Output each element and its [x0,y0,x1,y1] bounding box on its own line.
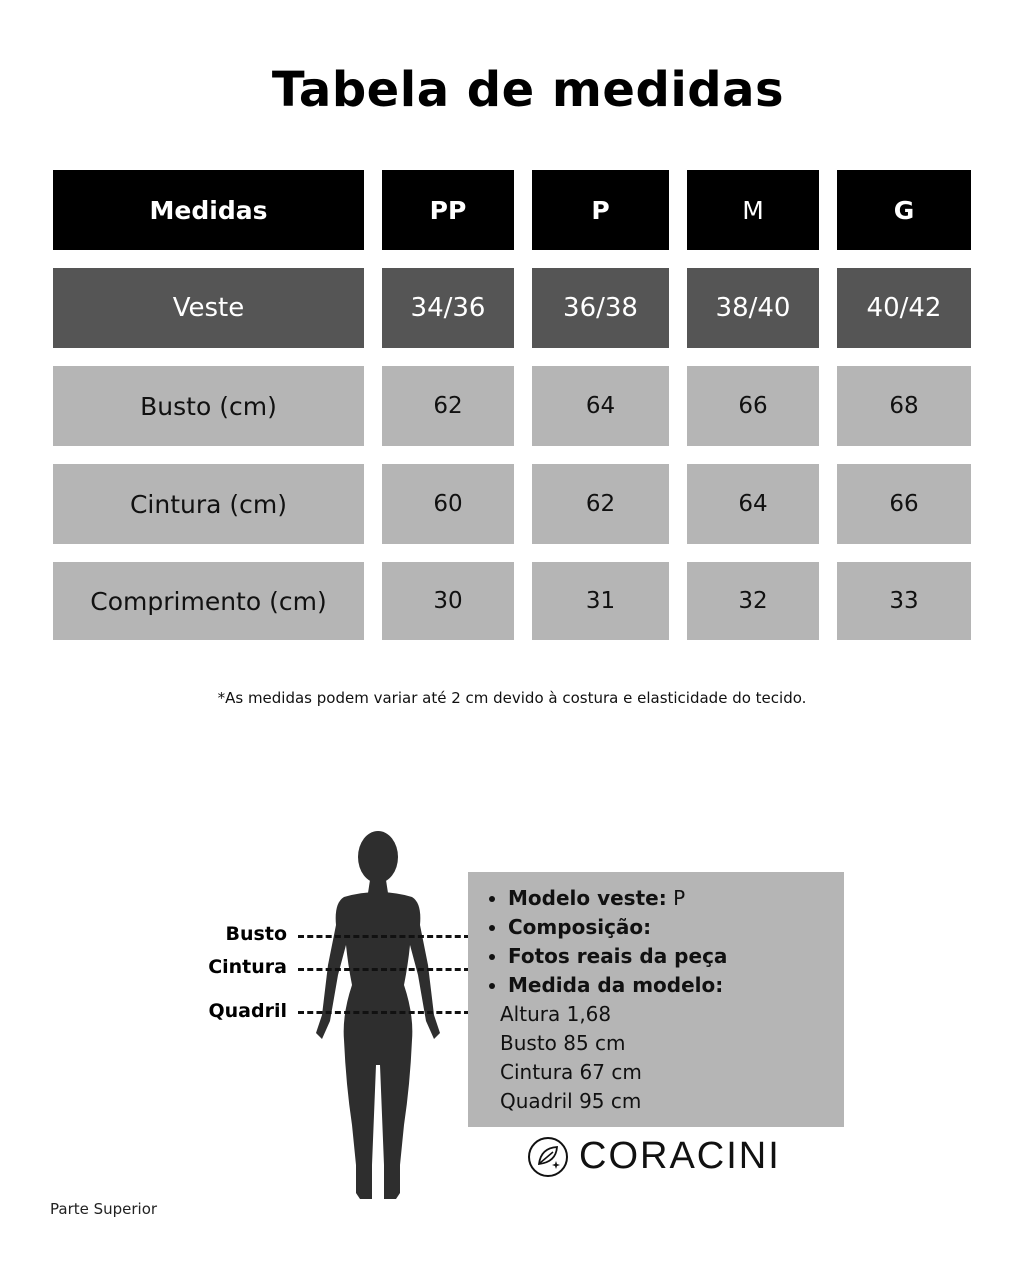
model-info-box [468,872,844,1127]
list-item: • Medida da modelo: [508,971,830,1000]
model-cintura: Cintura 67 cm [500,1060,642,1084]
cintura-line [298,968,470,971]
body-silhouette-icon [300,825,460,1205]
label-quadril: Quadril [208,1000,287,1022]
header-size-pp: PP [382,170,514,250]
footer-label: Parte Superior [50,1200,158,1218]
row-cintura-label: Cintura (cm) [53,464,364,544]
table-cell: 38/40 [687,268,819,348]
table-cell: 62 [382,366,514,446]
row-veste-label: Veste [53,268,364,348]
leaf-logo-icon [527,1136,569,1178]
label-cintura: Cintura [208,956,287,978]
quadril-line [298,1011,470,1014]
page-title: Tabela de medidas [271,62,785,118]
table-cell: 30 [382,562,514,640]
table-cell: 66 [687,366,819,446]
model-altura: Altura 1,68 [500,1002,612,1026]
table-cell: 36/38 [532,268,669,348]
table-cell: 68 [837,366,971,446]
table-cell: 33 [837,562,971,640]
header-size-p: P [532,170,669,250]
row-busto-label: Busto (cm) [53,366,364,446]
model-busto: Busto 85 cm [500,1031,626,1055]
busto-line [298,935,470,938]
list-item: • Modelo veste: P [508,884,830,913]
header-size-g: G [837,170,971,250]
table-cell: 64 [687,464,819,544]
table-cell: 62 [532,464,669,544]
brand-name: CORACINI [579,1135,781,1177]
row-comprimento-label: Comprimento (cm) [53,562,364,640]
list-item: • Fotos reais da peça [508,942,830,971]
brand-logo [527,1135,781,1178]
table-cell: 64 [532,366,669,446]
table-cell: 40/42 [837,268,971,348]
table-cell: 34/36 [382,268,514,348]
table-cell: 32 [687,562,819,640]
list-item: • Composição: [508,913,830,942]
label-busto: Busto [225,923,287,945]
measurement-note: *As medidas podem variar até 2 cm devido à costura e elasticidade do tecido. [217,689,807,707]
table-cell: 31 [532,562,669,640]
model-quadril: Quadril 95 cm [500,1089,642,1113]
header-medidas: Medidas [53,170,364,250]
table-cell: 60 [382,464,514,544]
table-cell: 66 [837,464,971,544]
header-size-m: M [687,170,819,250]
